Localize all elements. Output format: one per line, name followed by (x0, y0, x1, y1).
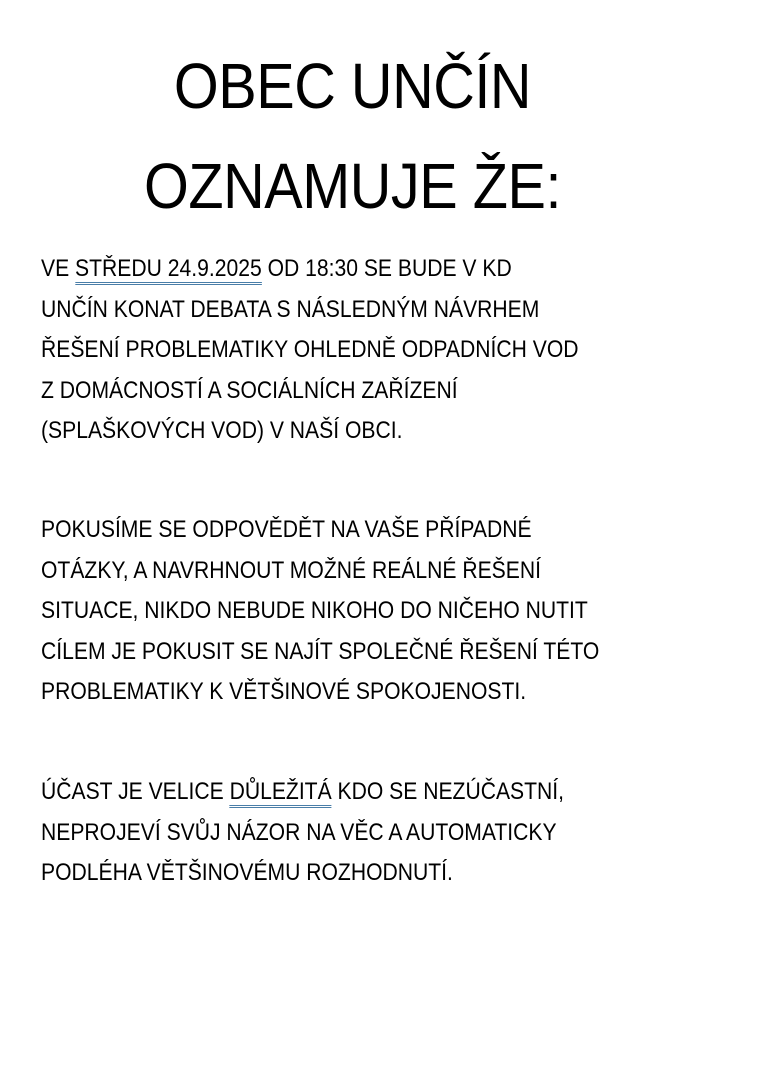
paragraph-attendance (41, 772, 564, 894)
heading-line-2: OZNAMUJE ŽE: (143, 150, 562, 222)
important-underlined: DŮLEŽITÁ (230, 778, 332, 808)
date-underlined: STŘEDU 24.9.2025 (75, 255, 262, 285)
paragraph-line: Z DOMÁCNOSTÍ A SOCIÁLNÍCH ZAŘÍZENÍ (41, 376, 458, 404)
paragraph-line: CÍLEM JE POKUSIT SE NAJÍT SPOLEČNÉ ŘEŠENÍ TÉTO (41, 637, 600, 665)
paragraph-line: OTÁZKY, A NAVRHNOUT MOŽNÉ REÁLNÉ ŘEŠENÍ (41, 556, 541, 584)
paragraph-meeting-info (41, 249, 579, 452)
paragraph-line: ŘEŠENÍ PROBLEMATIKY OHLEDNĚ ODPADNÍCH VOD (41, 336, 579, 363)
paragraph-line: PROBLEMATIKY K VĚTŠINOVÉ SPOKOJENOSTI. (41, 678, 527, 705)
paragraph-line: PODLÉHA VĚTŠINOVÉMU ROZHODNUTÍ. (41, 859, 453, 886)
paragraph-line: NEPROJEVÍ SVŮJ NÁZOR NA VĚC A AUTOMATICKY (41, 818, 557, 846)
paragraph-line: POKUSÍME SE ODPOVĚDĚT NA VAŠE PŘÍPADNÉ (41, 516, 532, 543)
paragraph-line: UNČÍN KONAT DEBATA S NÁSLEDNÝM NÁVRHEM (41, 295, 540, 323)
paragraph-line: VE STŘEDU 24.9.2025 OD 18:30 SE BUDE V KD (41, 249, 579, 290)
paragraph-line: (SPLAŠKOVÝCH VOD) V NAŠÍ OBCI. (41, 417, 403, 444)
heading-line-1: OBEC UNČÍN (173, 50, 532, 122)
paragraph-line: ÚČAST JE VELICE DŮLEŽITÁ KDO SE NEZÚČASTNÍ, (41, 772, 564, 813)
paragraph-purpose (41, 510, 599, 713)
paragraph-line: SITUACE, NIKDO NEBUDE NIKOHO DO NIČEHO NUTIT (41, 597, 588, 624)
